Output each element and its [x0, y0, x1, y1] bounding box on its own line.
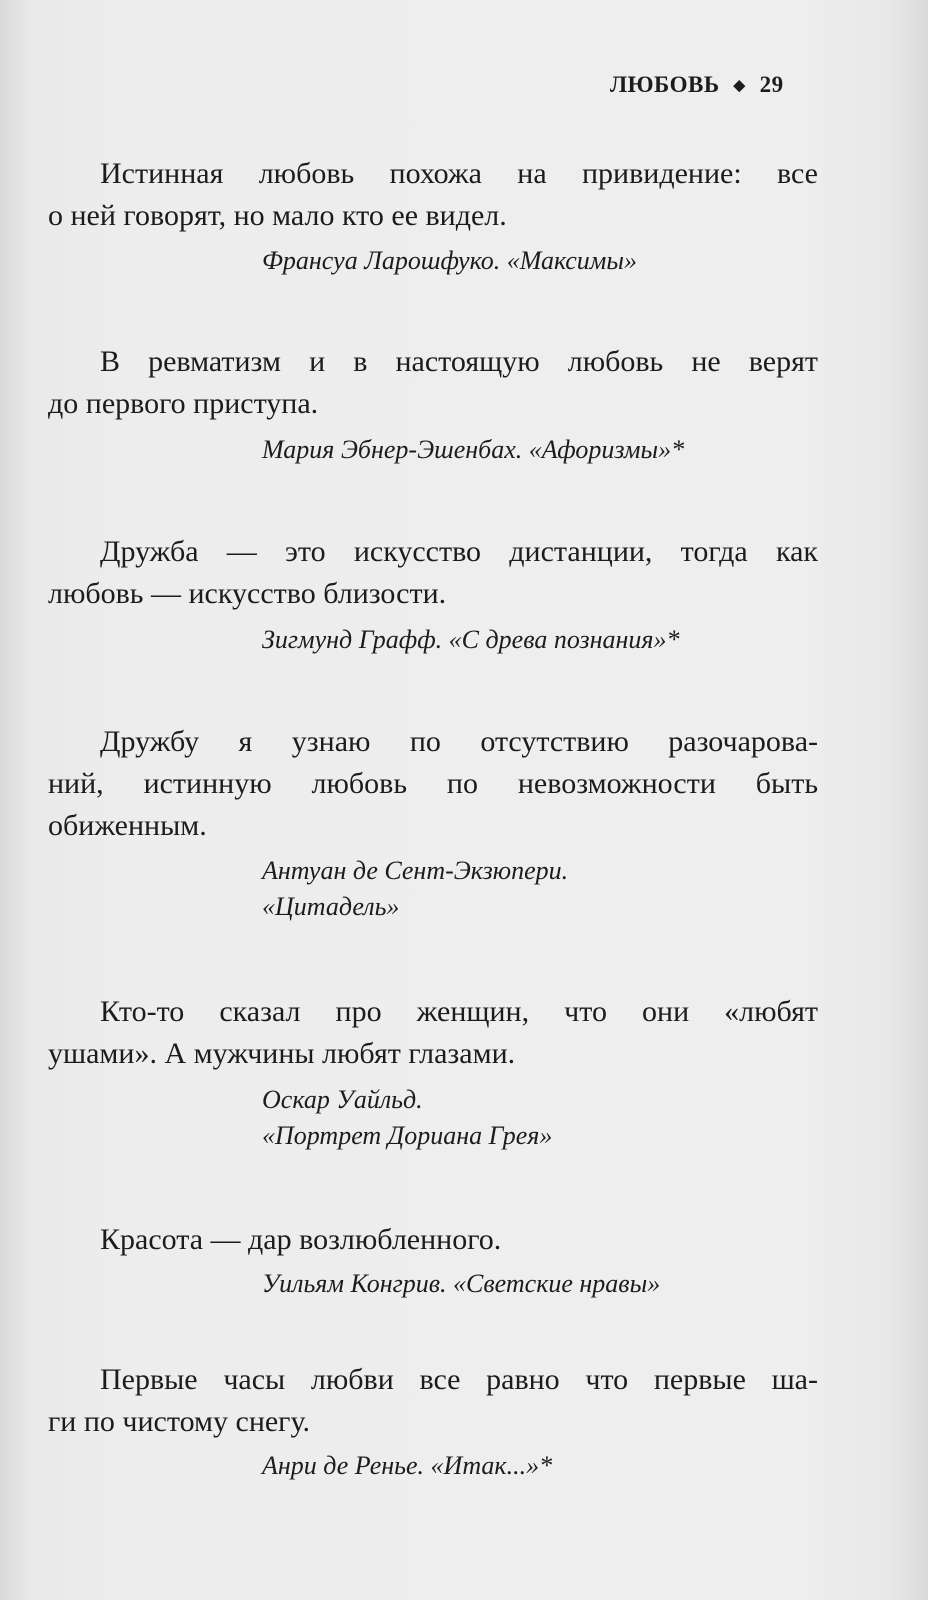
attribution-6: [262, 1266, 822, 1302]
quote-line: до первого приступа.: [48, 387, 319, 420]
quote-line: ги по чистому снегу.: [48, 1405, 310, 1438]
quote-line: Дружбу я узнаю по отсутствию разочарова-: [100, 725, 818, 758]
running-head: [610, 72, 784, 98]
quote-line: Дружба — это искусство дистанции, тогда как: [100, 535, 818, 568]
page-number: 29: [759, 72, 784, 97]
attribution-line: «Портрет Дориана Грея»: [262, 1121, 553, 1150]
attribution-4: [262, 853, 822, 925]
quote-line: Первые часы любви все равно что первые ша-: [100, 1363, 818, 1396]
quote-6: [48, 1219, 818, 1261]
quote-line: В ревматизм и в настоящую любовь не верят: [100, 345, 818, 378]
attribution-line: Зигмунд Графф. «С древа познания»*: [262, 625, 680, 654]
attribution-line: «Цитадель»: [262, 892, 400, 921]
quote-5: [48, 991, 818, 1075]
quote-3: [48, 531, 818, 615]
quote-2: [48, 341, 818, 425]
attribution-5: [262, 1082, 822, 1154]
quote-line: о ней говорят, но мало кто ее видел.: [48, 199, 507, 232]
quote-line: ний, истинную любовь по невозможности быть: [48, 767, 818, 800]
attribution-1: [262, 243, 822, 279]
attribution-2: [262, 432, 822, 468]
attribution-line: Мария Эбнер-Эшенбах. «Афоризмы»*: [262, 435, 685, 464]
quote-7: [48, 1359, 818, 1443]
attribution-3: [262, 622, 822, 658]
attribution-line: Оскар Уайльд.: [262, 1085, 423, 1114]
quote-1: [48, 153, 818, 237]
quote-line: обиженным.: [48, 809, 207, 842]
attribution-7: [262, 1448, 822, 1484]
attribution-line: Уильям Конгрив. «Светские нравы»: [262, 1269, 661, 1298]
quote-line: Кто-то сказал про женщин, что они «любят: [100, 995, 818, 1028]
quote-4: [48, 721, 818, 847]
attribution-line: Франсуа Ларошфуко. «Максимы»: [262, 246, 637, 275]
attribution-line: Антуан де Сент-Экзюпери.: [262, 856, 569, 885]
diamond-ornament-icon: ◆: [733, 78, 746, 94]
quote-line: Истинная любовь похожа на привидение: все: [100, 157, 818, 190]
running-head-title: ЛЮБОВЬ: [610, 72, 720, 97]
quote-line: Красота — дар возлюбленного.: [100, 1223, 502, 1256]
attribution-line: Анри де Ренье. «Итак...»*: [262, 1451, 553, 1480]
quote-line: любовь — искусство близости.: [48, 577, 447, 610]
quote-line: ушами». А мужчины любят глазами.: [48, 1037, 516, 1070]
